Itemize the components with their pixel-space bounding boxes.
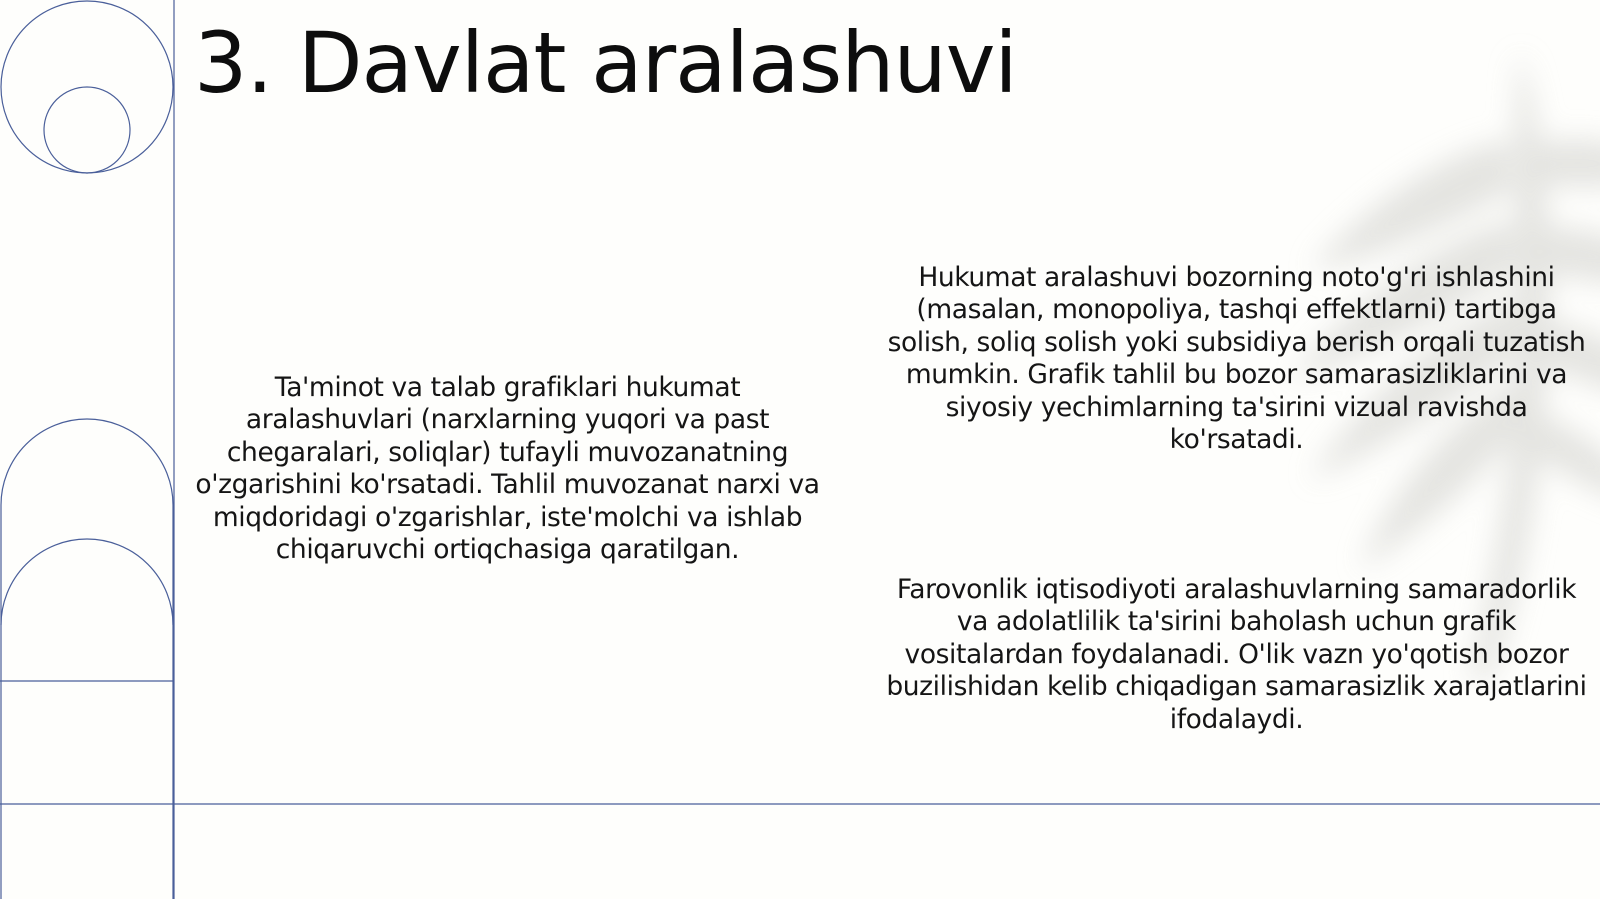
small-circle-outline — [44, 87, 130, 173]
right-paragraph-top: Hukumat aralashuvi bozorning noto'g'ri ishlashini (masalan, monopoliya, tashqi effektlarni) tartibga solish, soliq solish yoki subsidiya berish orqali tuzatish mumkin. Grafik tahlil bu bozor samarasizliklarini va siyosiy yechimlarning ta'sirini vizual ravishda ko'rsatadi. — [887, 262, 1586, 456]
left-paragraph: Ta'minot va talab grafiklari hukumat aralashuvlari (narxlarning yuqori va past chegaralari, soliqlar) tufayli muvozanatning o'zgarishini ko'rsatadi. Tahlil muvozanat narxi va miqdoridagi o'zgarishlar, iste'molchi va ishlab chiqaruvchi ortiqchasiga qaratilgan. — [195, 372, 820, 566]
right-paragraph-bottom: Farovonlik iqtisodiyoti aralashuvlarning samaradorlik va adolatlilik ta'sirini baholash uchun grafik vositalardan foydalanadi. O'lik vazn yo'qotish bozor buzilishidan kelib chiqadigan samarasizlik xarajatlarini ifodalaydi. — [886, 574, 1587, 735]
lower-arch-outline — [1, 539, 173, 625]
slide-title: 3. Davlat aralashuvi — [194, 14, 1017, 112]
upper-arch-outline — [1, 419, 173, 899]
